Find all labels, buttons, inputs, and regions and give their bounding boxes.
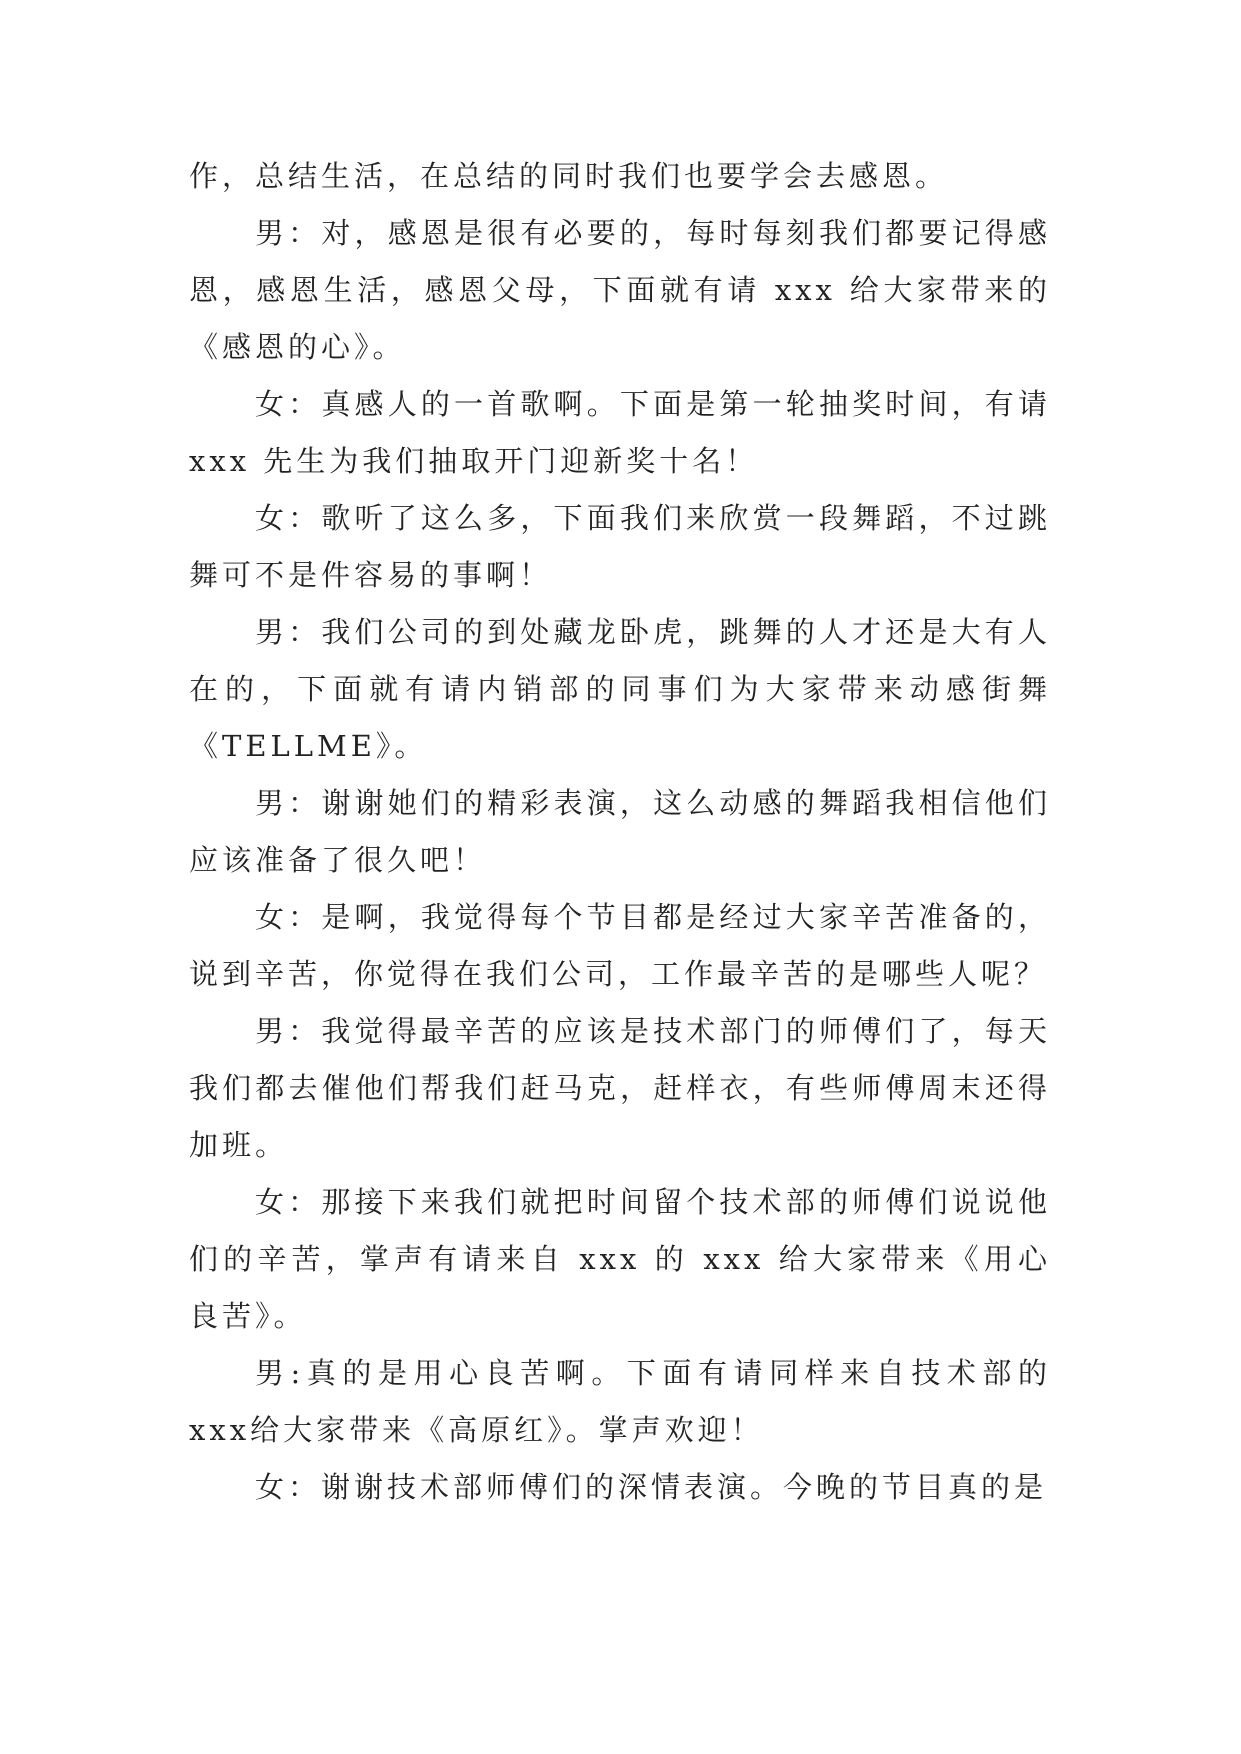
paragraph: 女：真感人的一首歌啊。下面是第一轮抽奖时间，有请xxx 先生为我们抽取开门迎新奖十名！ xyxy=(189,387,1051,478)
paragraph: 作，总结生活，在总结的同时我们也要学会去感恩。 xyxy=(189,159,949,193)
paragraph: 女：是啊，我觉得每个节目都是经过大家辛苦准备的，说到辛苦，你觉得在我们公司，工作最辛苦的是哪些人呢？ xyxy=(189,900,1051,991)
paragraph: 男：我们公司的到处藏龙卧虎，跳舞的人才还是大有人在的，下面就有请内销部的同事们为大家带来动感街舞《TELLME》。 xyxy=(189,615,1051,763)
paragraph: 男：我觉得最辛苦的应该是技术部门的师傅们了，每天我们都去催他们帮我们赶马克，赶样衣，有些师傅周末还得加班。 xyxy=(189,1014,1051,1162)
paragraph: 女：歌听了这么多，下面我们来欣赏一段舞蹈，不过跳舞可不是件容易的事啊！ xyxy=(189,501,1051,592)
paragraph: 男:真的是用心良苦啊。下面有请同样来自技术部的 xxx给大家带来《高原红》。掌声欢迎！ xyxy=(189,1356,1051,1447)
paragraph: 男：谢谢她们的精彩表演，这么动感的舞蹈我相信他们应该准备了很久吧！ xyxy=(189,786,1051,877)
paragraph: 女：那接下来我们就把时间留个技术部的师傅们说说他们的辛苦，掌声有请来自 xxx 的 xxx 给大家带来《用心良苦》。 xyxy=(189,1185,1051,1333)
paragraph: 女：谢谢技术部师傅们的深情表演。今晚的节目真的是 xyxy=(255,1470,1048,1504)
document-body xyxy=(189,148,1051,1516)
paragraph: 男：对，感恩是很有必要的，每时每刻我们都要记得感恩，感恩生活，感恩父母，下面就有请 xxx 给大家带来的《感恩的心》。 xyxy=(189,216,1051,364)
